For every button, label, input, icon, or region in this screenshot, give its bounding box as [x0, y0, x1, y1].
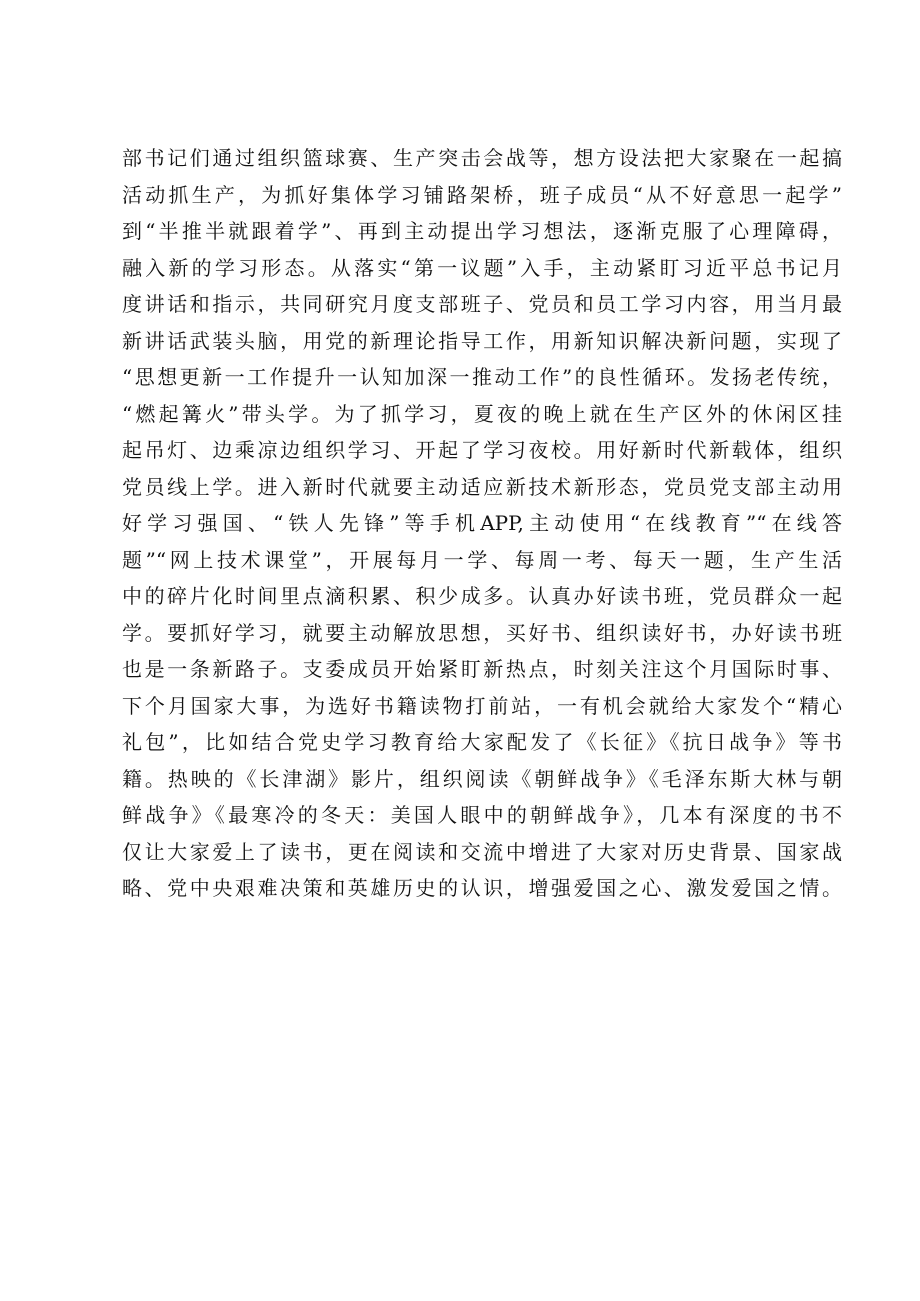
paragraph-line: 也是一条新路子。支委成员开始紧盯新热点，时刻关注这个月国际时事、	[122, 657, 842, 681]
paragraph-line: 略、党中央艰难决策和英雄历史的认识，增强爱国之心、激发爱国之情。	[122, 876, 842, 900]
paragraph-line: 下个月国家大事，为选好书籍读物打前站，一有机会就给大家发个“精心	[122, 693, 842, 718]
paragraph-line: 党员线上学。进入新时代就要主动适应新技术新形态，党员党支部主动用	[122, 474, 842, 499]
paragraph-line: 度讲话和指示，共同研究月度支部班子、党员和员工学习内容，用当月最	[122, 292, 842, 316]
paragraph-line: 融入新的学习形态。从落实“第一议题”入手，主动紧盯习近平总书记月	[122, 255, 842, 280]
paragraph-line: 好学习强国、“铁人先锋”等手机APP,主动使用“在线教育”“在线答	[122, 511, 842, 535]
body-paragraph	[122, 140, 842, 907]
paragraph-line: 鲜战争》《最寒冷的冬天：美国人眼中的朝鲜战争》，几本有深度的书不	[122, 803, 842, 827]
paragraph-line: 学。要抓好学习，就要主动解放思想，买好书、组织读好书，办好读书班	[122, 620, 842, 645]
paragraph-line: 礼包”，比如结合党史学习教育给大家配发了《长征》《抗日战争》等书	[122, 730, 842, 754]
paragraph-line: 起吊灯、边乘凉边组织学习、开起了学习夜校。用好新时代新载体，组织	[122, 438, 842, 462]
paragraph-line: 中的碎片化时间里点滴积累、积少成多。认真办好读书班，党员群众一起	[122, 584, 842, 608]
paragraph-line: 新讲话武装头脑，用党的新理论指导工作，用新知识解决新问题，实现了	[122, 328, 842, 353]
paragraph-line: “燃起篝火”带头学。为了抓学习，夏夜的晚上就在生产区外的休闲区挂	[122, 401, 842, 426]
paragraph-line: 仅让大家爱上了读书，更在阅读和交流中增进了大家对历史背景、国家战	[122, 839, 842, 864]
paragraph-line: “思想更新一工作提升一认知加深一推动工作”的良性循环。发扬老传统，	[122, 365, 842, 389]
paragraph-line: 活动抓生产，为抓好集体学习铺路架桥，班子成员“从不好意思一起学”	[122, 182, 842, 207]
paragraph-line: 题”“网上技术课堂”，开展每月一学、每周一考、每天一题，生产生活	[122, 547, 842, 572]
paragraph-line: 籍。热映的《长津湖》影片，组织阅读《朝鲜战争》《毛泽东斯大林与朝	[122, 766, 842, 791]
paragraph-line: 部书记们通过组织篮球赛、生产突击会战等，想方设法把大家聚在一起搞	[122, 146, 842, 170]
paragraph-line: 到“半推半就跟着学”、再到主动提出学习想法，逐渐克服了心理障碍，	[122, 219, 842, 243]
